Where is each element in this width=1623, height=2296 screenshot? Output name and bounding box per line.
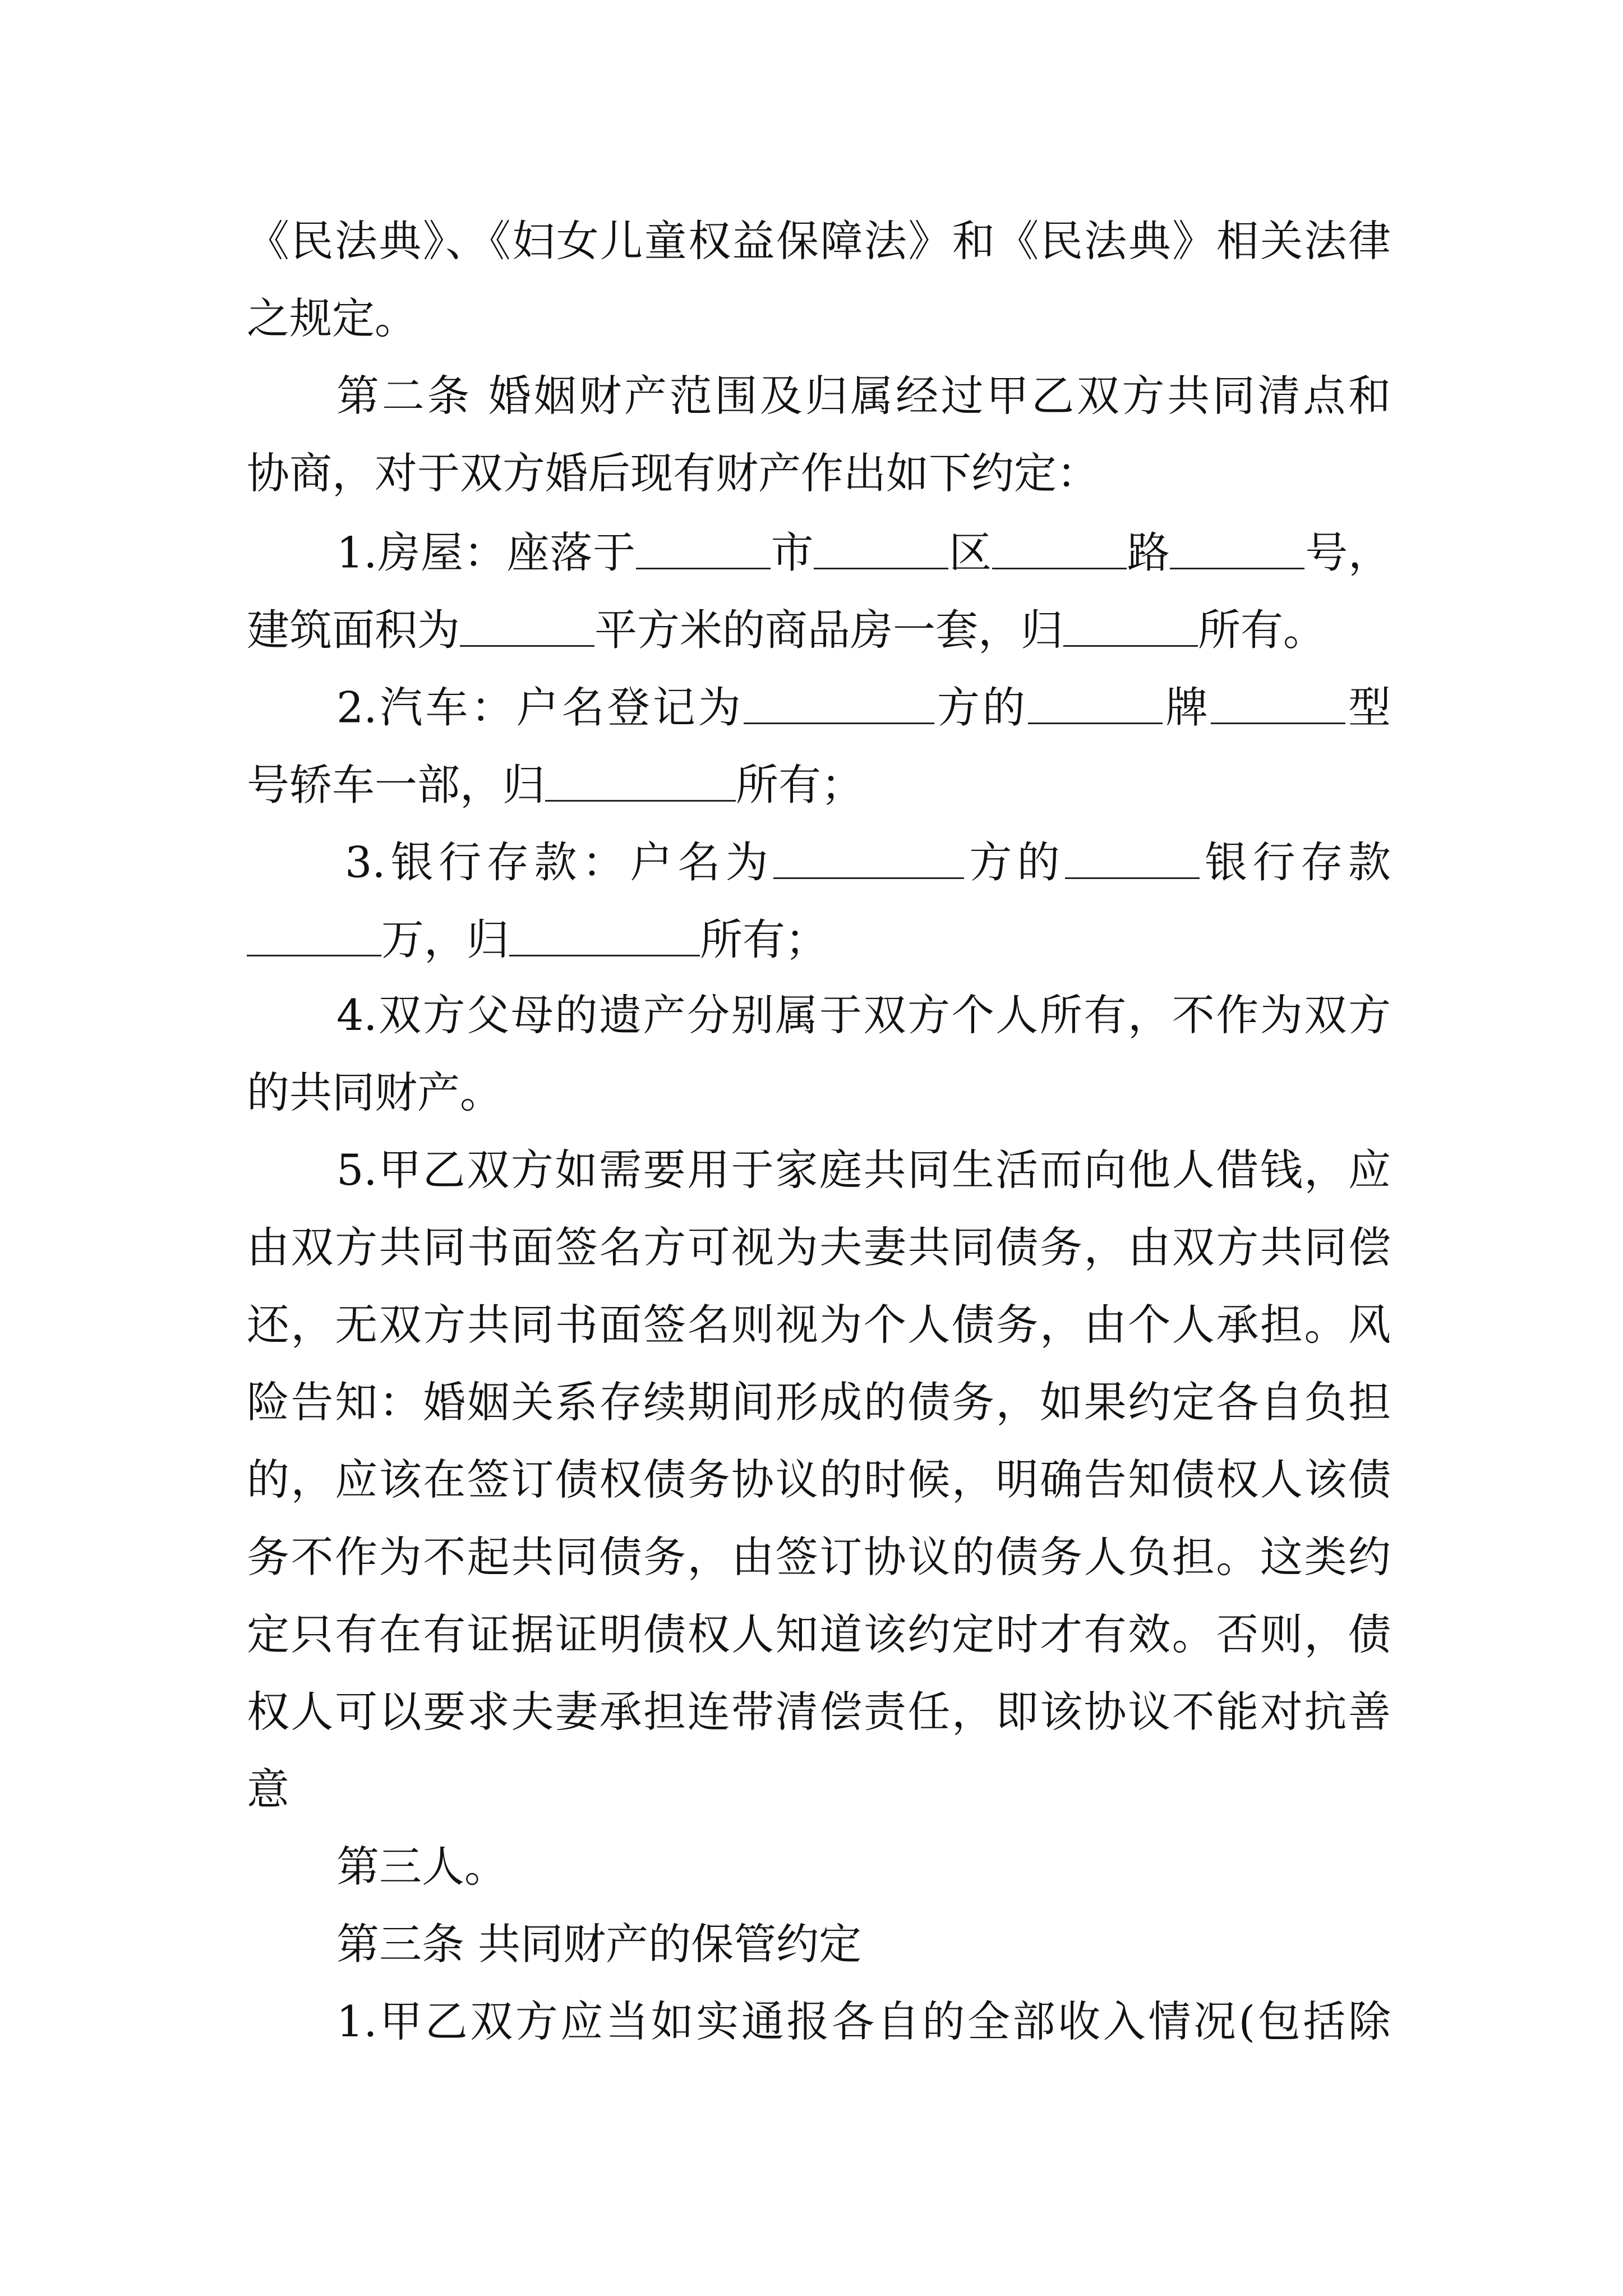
text-fragment: 方的 xyxy=(964,837,1065,887)
article-2-heading: 第二条 婚姻财产范围及归属经过甲乙双方共同清点和 xyxy=(336,371,1391,421)
item-income-report: 1.甲乙双方应当如实通报各自的全部收入情况(包括除 xyxy=(336,1996,1391,2046)
text-fragment: 路 xyxy=(1126,527,1170,578)
text-fragment: 银行存款 xyxy=(1199,837,1391,887)
text-fragment: 市 xyxy=(770,527,814,578)
text-line xyxy=(247,760,1391,810)
item-label: 3.银行存款：户名为 xyxy=(345,837,774,887)
blank-field xyxy=(814,530,948,569)
blank-field xyxy=(1028,684,1163,724)
item-inheritance: 4.双方父母的遗产分别属于双方个人所有，不作为双方 xyxy=(336,990,1391,1040)
text-line: 的共同财产。 xyxy=(247,1068,502,1117)
text-fragment: 所有； xyxy=(700,914,828,965)
text-fragment: 所有。 xyxy=(1198,605,1326,655)
item-bank-deposit xyxy=(345,837,1391,887)
text-line: 协商，对于双方婚后现有财产作出如下约定： xyxy=(247,448,1099,498)
blank-field xyxy=(773,839,964,879)
text-line: 险告知：婚姻关系存续期间形成的债务，如果约定各自负担 xyxy=(247,1377,1391,1427)
blank-field xyxy=(636,530,771,569)
text-line: 第三人。 xyxy=(336,1842,507,1892)
blank-field xyxy=(992,530,1127,569)
text-fragment: 区 xyxy=(948,527,992,578)
text-line xyxy=(247,605,1391,655)
item-car xyxy=(336,682,1391,733)
blank-field xyxy=(744,684,934,724)
text-line: 权人可以要求夫妻承担连带清偿责任，即该协议不能对抗善 xyxy=(247,1687,1391,1737)
article-3-heading: 第三条 共同财产的保管约定 xyxy=(336,1919,862,1969)
item-debt: 5.甲乙双方如需要用于家庭共同生活而向他人借钱，应 xyxy=(336,1145,1391,1195)
text-line: 意 xyxy=(247,1764,289,1814)
text-fragment: 平方米的商品房一套，归 xyxy=(594,605,1063,655)
text-fragment: 牌 xyxy=(1162,682,1211,733)
text-fragment: 号轿车一部，归 xyxy=(247,760,545,810)
text-fragment: 型 xyxy=(1345,682,1391,733)
item-house xyxy=(336,527,1391,578)
text-line xyxy=(247,914,1391,965)
blank-field xyxy=(247,917,381,956)
text-fragment: 方的 xyxy=(934,682,1028,733)
text-fragment: 号， xyxy=(1304,527,1391,578)
text-fragment: 万，归 xyxy=(381,914,509,965)
text-line: 务不作为不起共同债务，由签订协议的债务人负担。这类约 xyxy=(247,1532,1391,1582)
text-line: 《民法典》、《妇女儿童权益保障法》和《民法典》相关法律 xyxy=(247,216,1391,266)
item-label: 2.汽车：户名登记为 xyxy=(336,682,744,733)
blank-field xyxy=(1211,684,1345,724)
blank-field xyxy=(1065,839,1200,879)
text-fragment: 所有； xyxy=(736,760,864,810)
item-label: 1.房屋：座落于 xyxy=(336,527,636,578)
blank-field xyxy=(1063,607,1198,647)
blank-field xyxy=(545,762,736,802)
blank-field xyxy=(460,607,594,647)
text-line: 之规定。 xyxy=(247,293,417,343)
text-line: 定只有在有证据证明债权人知道该约定时才有效。否则，债 xyxy=(247,1609,1391,1659)
text-line: 的，应该在签订债权债务协议的时候，明确告知债权人该债 xyxy=(247,1455,1391,1504)
blank-field xyxy=(509,917,700,956)
text-line: 由双方共同书面签名方可视为夫妻共同债务，由双方共同偿 xyxy=(247,1222,1391,1272)
blank-field xyxy=(1170,530,1304,569)
text-line: 还，无双方共同书面签名则视为个人债务，由个人承担。风 xyxy=(247,1300,1391,1350)
text-fragment: 建筑面积为 xyxy=(247,605,460,655)
